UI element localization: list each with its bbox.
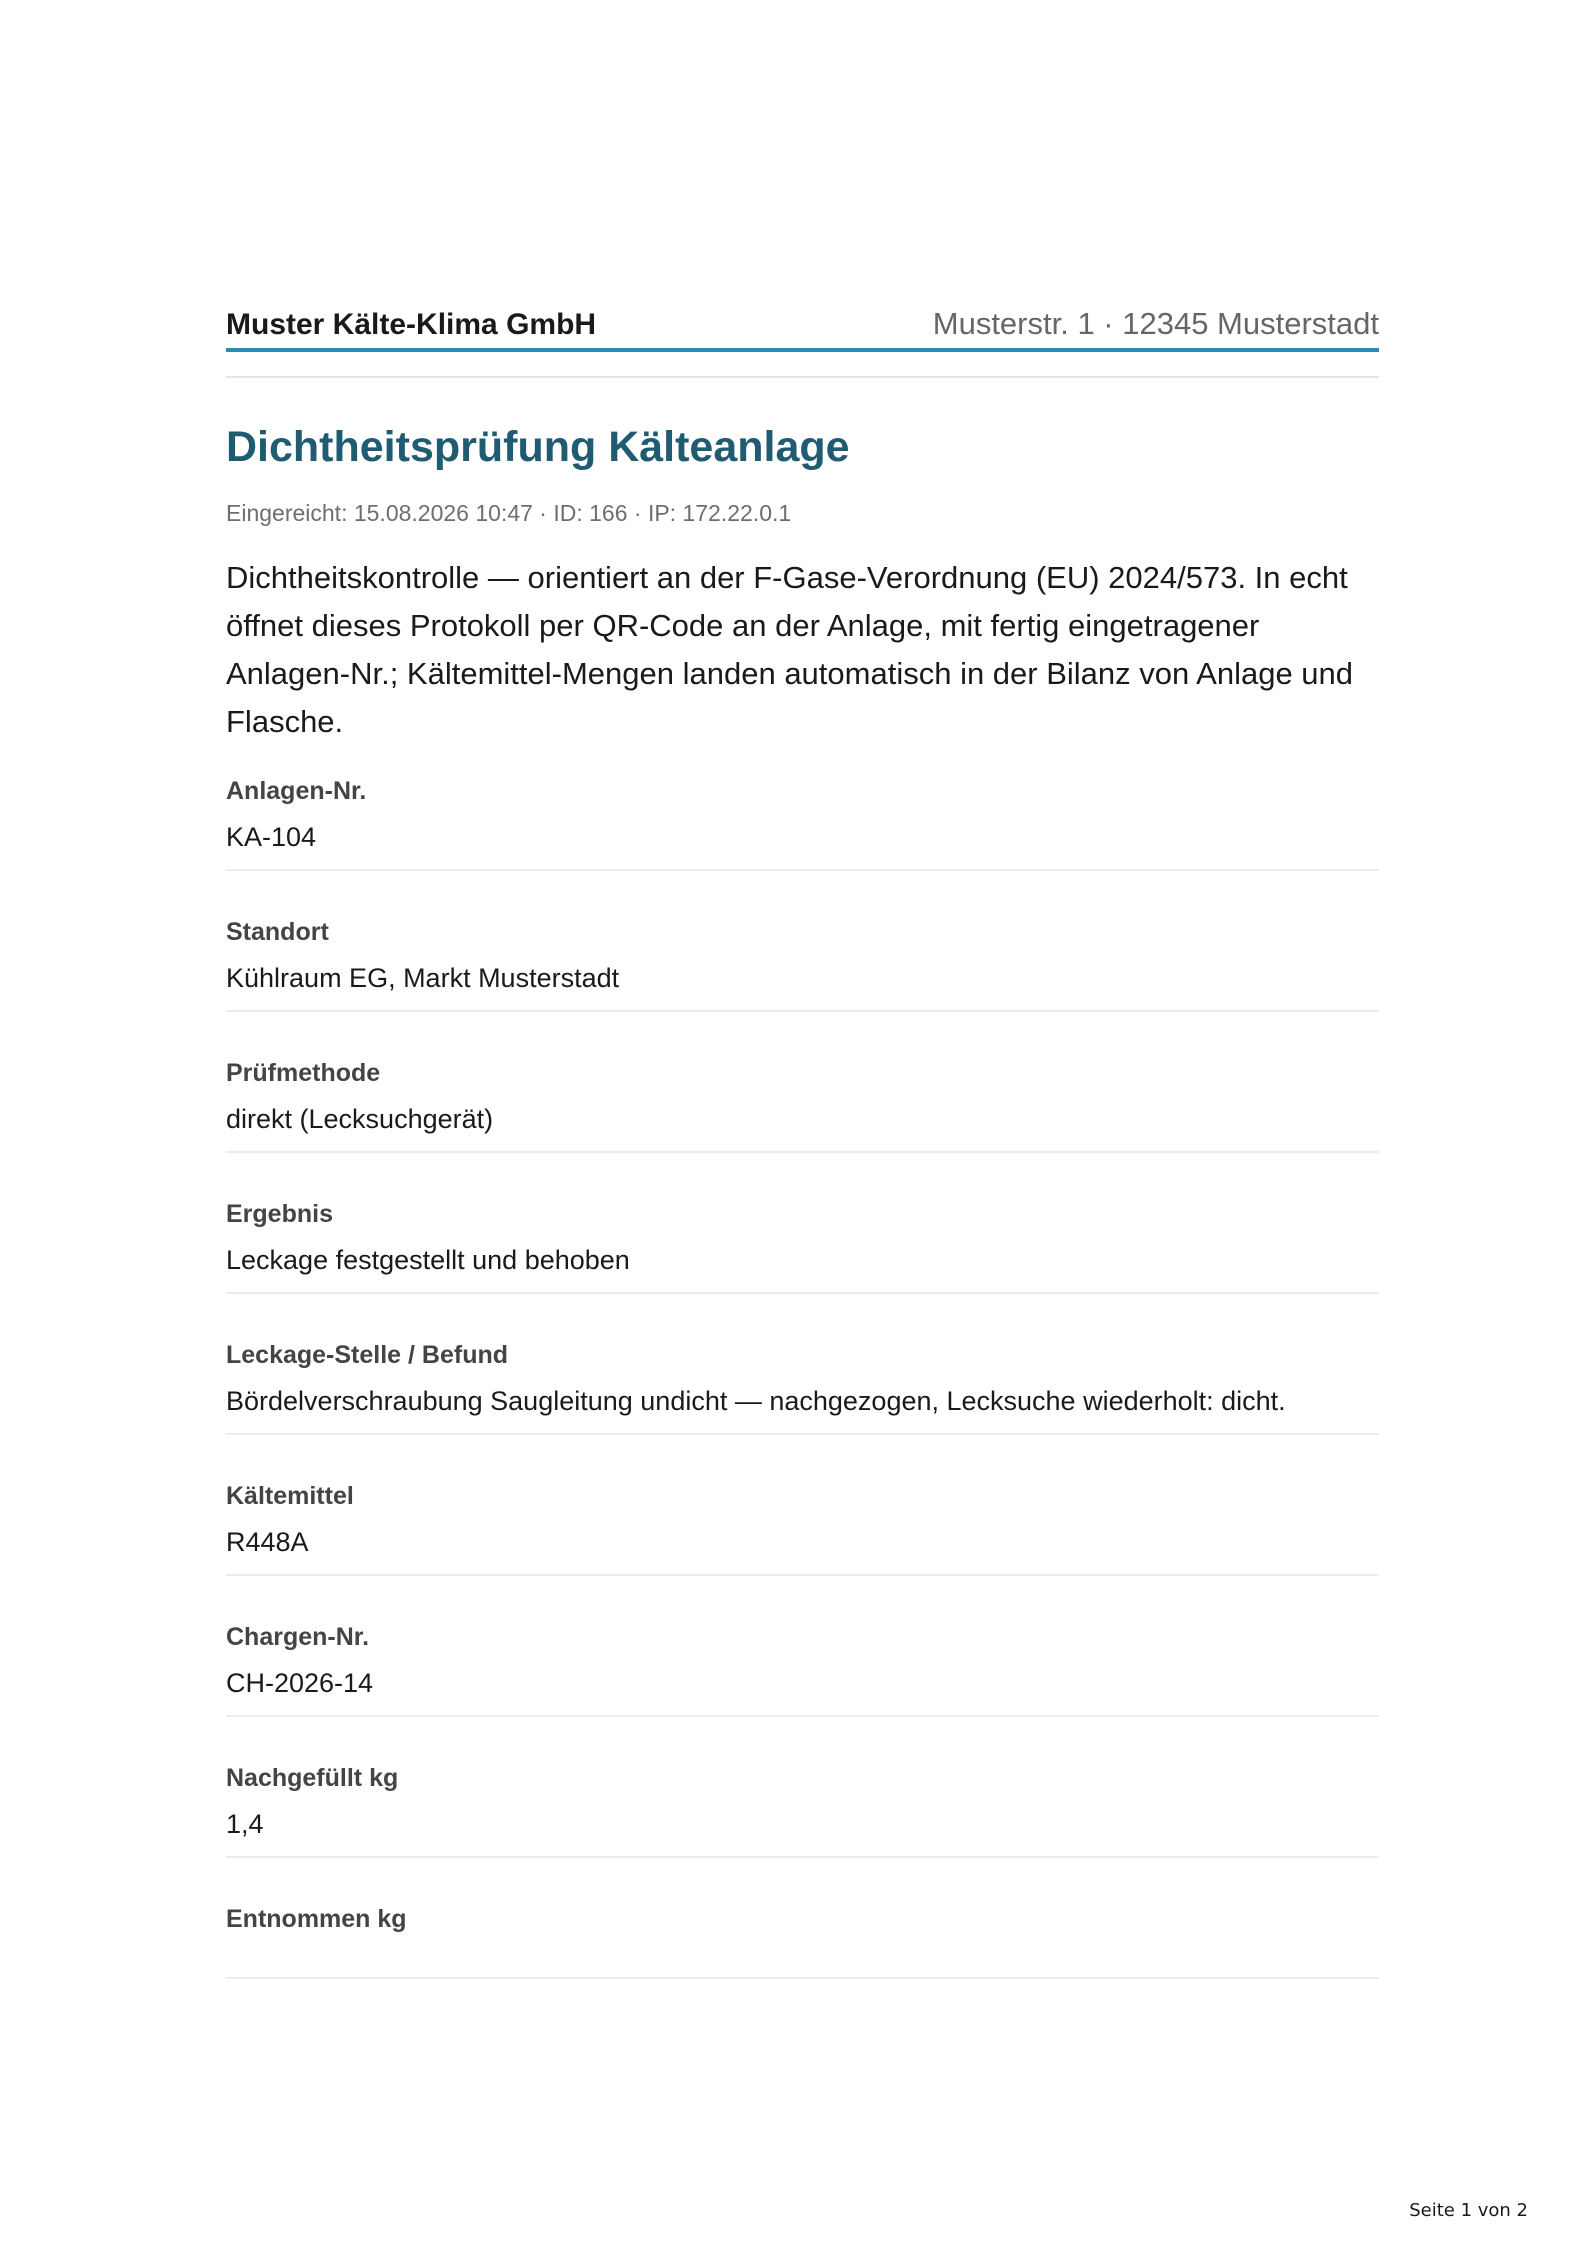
field-value: Leckage festgestellt und behoben (226, 1245, 630, 1275)
intro-paragraph: Dichtheitskontrolle — orientiert an der F-Gase-Verordnung (EU) 2024/573. In echt öffnet dieses Protokoll per QR-Code an der Anlage, mit fertig eingetragener Anlagen-Nr.; Kältemittel-Mengen landen automatisch in der Bilanz von Anlage und Flasche. (226, 560, 1354, 739)
submission-meta: Eingereicht: 15.08.2026 10:47 · ID: 166 · IP: 172.22.0.1 (226, 500, 792, 526)
field-value: 1,4 (226, 1809, 264, 1839)
field-label: Ergebnis (226, 1200, 333, 1228)
protocol-document (226, 300, 1379, 1979)
page-indicator: Seite 1 von 2 (1409, 2200, 1528, 2221)
field-value: KA-104 (226, 822, 317, 852)
field-kaeltemittel (226, 1481, 1379, 1576)
field-entnommen-kg (226, 1904, 1379, 1979)
field-anlagen-nr (226, 776, 1379, 871)
field-value: CH-2026-14 (226, 1668, 374, 1698)
letterhead (226, 300, 1379, 352)
document-title: Dichtheitsprüfung Kälteanlage (226, 423, 850, 471)
company-address: Musterstr. 1 · 12345 Musterstadt (932, 306, 1379, 341)
field-value: Kühlraum EG, Markt Musterstadt (226, 963, 620, 993)
field-label: Nachgefüllt kg (226, 1764, 399, 1792)
field-value: Bördelverschraubung Saugleitung undicht — nachgezogen, Lecksuche wiederholt: dicht. (226, 1386, 1286, 1416)
field-label: Chargen-Nr. (226, 1623, 370, 1651)
field-standort (226, 917, 1379, 1012)
field-ergebnis (226, 1199, 1379, 1294)
company-name: Muster Kälte-Klima GmbH (226, 308, 597, 341)
field-value: direkt (Lecksuchgerät) (226, 1104, 494, 1134)
field-pruefmethode (226, 1058, 1379, 1153)
field-label: Leckage-Stelle / Befund (226, 1341, 509, 1369)
field-chargen-nr (226, 1622, 1379, 1717)
field-leckage-stelle (226, 1340, 1379, 1435)
field-label: Kältemittel (226, 1482, 354, 1510)
field-label: Entnommen kg (226, 1905, 407, 1933)
header-divider (226, 376, 1379, 378)
field-value: R448A (226, 1527, 309, 1557)
field-label: Anlagen-Nr. (226, 777, 367, 805)
field-nachgefuellt-kg (226, 1763, 1379, 1858)
field-label: Prüfmethode (226, 1059, 381, 1087)
field-list (226, 776, 1379, 1979)
field-label: Standort (226, 918, 329, 946)
